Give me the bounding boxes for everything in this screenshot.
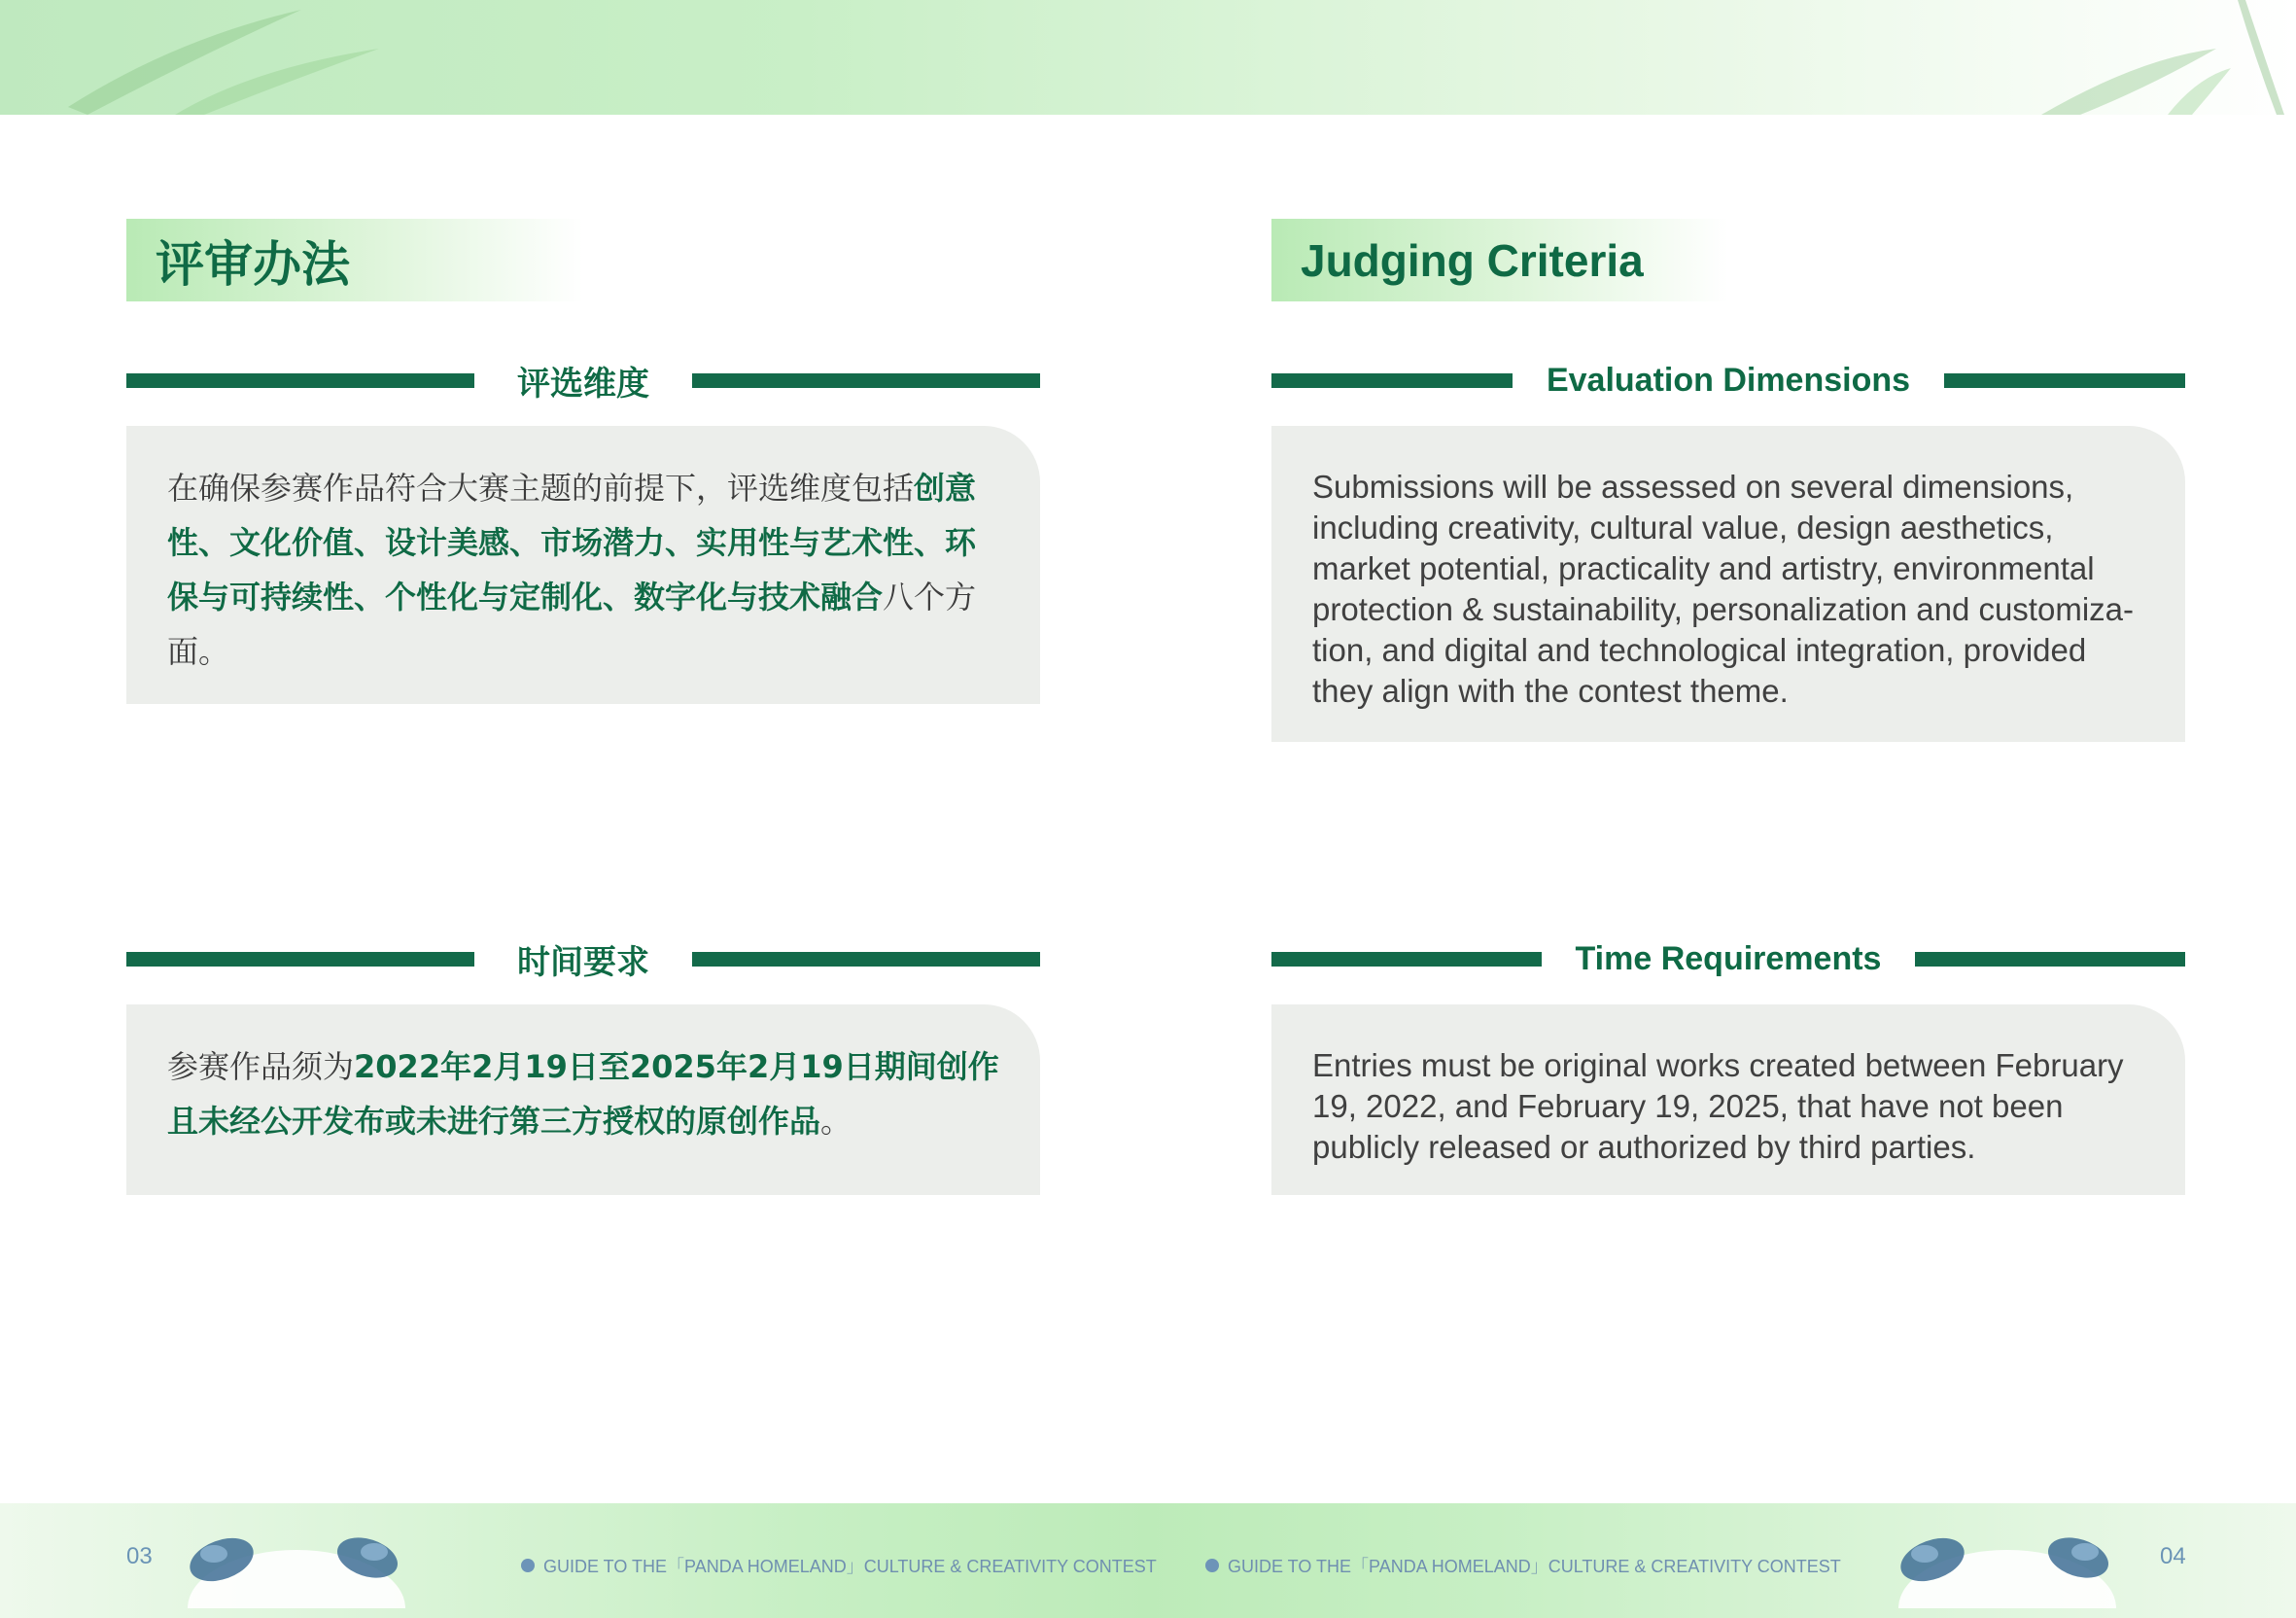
section-heading: 评选维度 [517,364,649,404]
heading-bar [692,373,1040,388]
footer-guide-right [1205,1553,1841,1578]
panda-icon [175,1519,418,1608]
left-section2-card [126,1004,1040,1195]
section-heading: Evaluation Dimensions [1546,361,1911,399]
section-heading: Time Requirements [1575,939,1882,977]
section-body: Entries must be original works created between February 19, 2022, and February 19, 2025, that have not been publicly released or authorized by third parties. [1312,1047,2124,1165]
right-title-box [1271,219,1728,301]
bullet-dot-icon [521,1559,535,1572]
section-body: Submissions will be assessed on several dimensions, including creativity, cultural value, design aesthetics, market potential, practicality and artistry, environmental protection & sustainability, personalization and customiza-tion, and digital and technological integration, provided they align with the contest theme. [1312,469,2134,709]
left-section2-heading [126,939,1040,982]
page-title: 评审办法 [156,235,350,293]
left-section1-heading [126,361,1040,404]
page-title: Judging Criteria [1301,234,1644,286]
page-number-right: 04 [2160,1543,2186,1569]
bamboo-leaf-icon [2022,0,2296,115]
section-body: 在确保参赛作品符合大赛主题的前提下，评选维度包括创意性、文化价值、设计美感、市场潜力、实用性与艺术性、环保与可持续性、个性化与定制化、数字化与技术融合八个方面。 [167,470,977,670]
heading-bar [126,373,474,388]
section-heading: 时间要求 [517,942,649,982]
heading-bar [126,952,474,967]
footer-guide-text: GUIDE TO THE「PANDA HOMELAND」CULTURE & CREATIVITY CONTEST [543,1557,1157,1576]
footer-guide-text: GUIDE TO THE「PANDA HOMELAND」CULTURE & CREATIVITY CONTEST [1228,1557,1841,1576]
heading-bar [1271,373,1513,388]
right-section2-heading [1271,939,2185,978]
heading-bar [692,952,1040,967]
right-section2-card [1271,1004,2185,1195]
right-section1-heading [1271,361,2185,400]
panda-icon [1886,1519,2129,1608]
heading-bar [1271,952,1542,967]
left-title-box [126,219,583,301]
heading-bar [1915,952,2185,967]
heading-bar [1944,373,2185,388]
section-body: 参赛作品须为2022年2月19日至2025年2月19日期间创作且未经公开发布或未进行第三方授权的原创作品。 [167,1048,999,1140]
bullet-dot-icon [1205,1559,1219,1572]
left-section1-card [126,426,1040,704]
right-section1-card [1271,426,2185,742]
bamboo-leaf-icon [58,0,408,115]
page-number-left: 03 [126,1543,153,1569]
footer-guide-left [521,1553,1157,1578]
